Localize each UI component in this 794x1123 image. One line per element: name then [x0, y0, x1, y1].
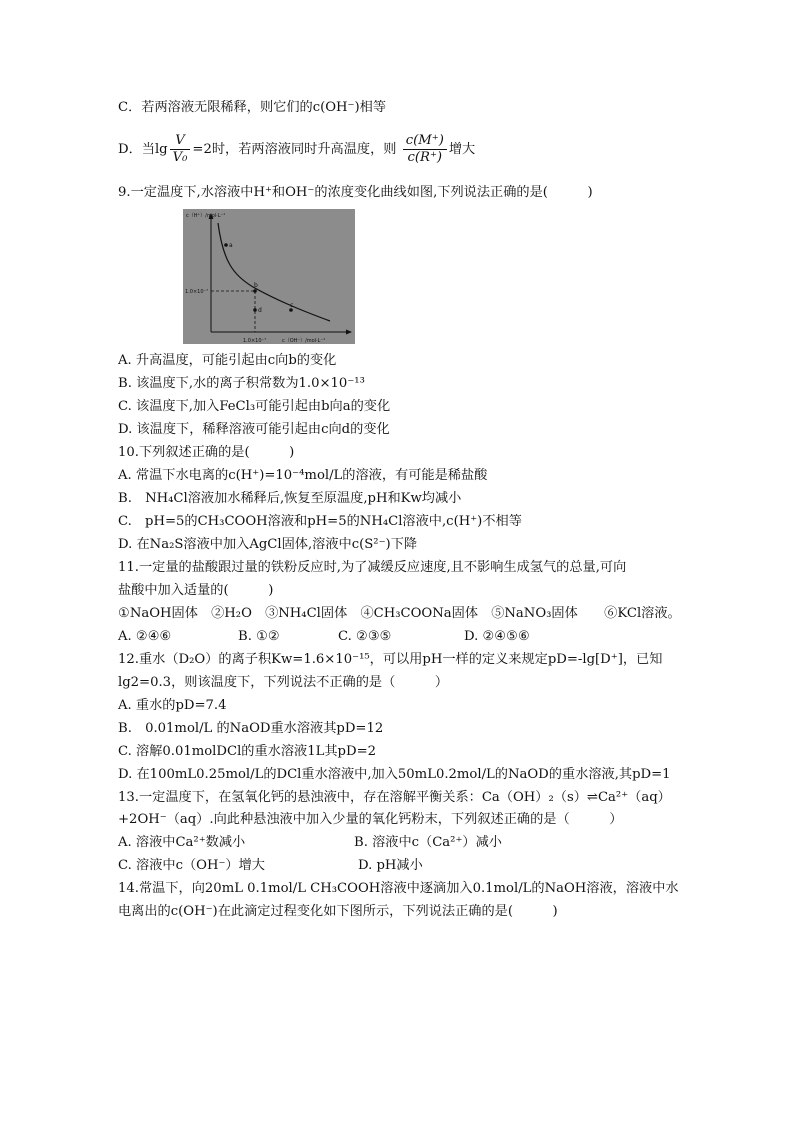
- q10-option-c: C. pH=5的CH₃COOH溶液和pH=5的NH₄Cl溶液中,c(H⁺)不相等: [118, 514, 522, 529]
- q10-stem: 10.下列叙述正确的是( ): [118, 445, 295, 460]
- q12-stem-line2: lg2=0.3，则该温度下，下列说法不正确的是（ ）: [118, 675, 449, 690]
- q12-option-c: C. 溶解0.01molDCl的重水溶液1L其pD=2: [118, 744, 377, 759]
- q9-option-a: A. 升高温度，可能引起由c向b的变化: [118, 353, 337, 368]
- q9-option-b: B. 该温度下,水的离子积常数为1.0×10⁻¹³: [118, 376, 365, 391]
- q13-option-a: A. 溶液中Ca²⁺数减小: [118, 835, 246, 850]
- point-d: [253, 308, 257, 312]
- x-axis-label: c（OH⁻）/mol·L⁻¹: [282, 338, 326, 344]
- q9-option-d: D. 该温度下，稀释溶液可能引起由c向d的变化: [118, 422, 390, 437]
- q8-option-d-suffix: 增大: [448, 142, 476, 157]
- q10-option-d: D. 在Na₂S溶液中加入AgCl固体,溶液中c(S²⁻)下降: [118, 537, 418, 552]
- y-axis-label: c（H⁺）/mol·L⁻¹: [186, 213, 226, 219]
- point-a-label: a: [229, 242, 233, 249]
- q13-options-row2: [118, 856, 423, 876]
- chart-background: [183, 209, 355, 344]
- q11-option-c: C. ②③⑤: [338, 629, 392, 644]
- q10-option-a: A. 常温下水电离的c(H⁺)=10⁻⁴mol/L的溶液，有可能是稀盐酸: [118, 468, 488, 483]
- q8-option-c: C．若两溶液无限稀释，则它们的c(OH⁻)相等: [118, 100, 387, 115]
- q13-stem-line1: 13.一定温度下，在氢氧化钙的悬浊液中，存在溶解平衡关系：Ca（OH）₂（s）⇌Ca²⁺（aq）: [118, 790, 671, 805]
- q13-option-c: C. 溶液中c（OH⁻）增大: [118, 858, 265, 873]
- q13-stem-line2: +2OH⁻（aq）.向此种悬浊液中加入少量的氧化钙粉末，下列叙述正确的是（ ）: [118, 812, 623, 827]
- q9-option-c: C. 该温度下,加入FeCl₃可能引起由b向a的变化: [118, 399, 391, 414]
- q10-option-b: B. NH₄Cl溶液加水稀释后,恢复至原温度,pH和Kw均减小: [118, 491, 462, 506]
- fraction-numerator: V: [170, 133, 191, 150]
- q12-option-b: B. 0.01mol/L 的NaOD重水溶液其pD=12: [118, 721, 384, 736]
- q12-option-d: D. 在100mL0.25mol/L的DCl重水溶液中,加入50mL0.2mol/L的NaOD的重水溶液,其pD=1: [118, 767, 671, 782]
- q9-concentration-chart: [183, 209, 355, 344]
- q12-option-a: A. 重水的pD=7.4: [118, 698, 227, 713]
- y-tick-label: 1.0×10⁻⁷: [185, 289, 209, 295]
- q11-option-a: A. ②④⑥: [118, 629, 172, 644]
- point-d-label: d: [258, 307, 262, 314]
- q8-fraction-concentration: [403, 133, 447, 166]
- q8-option-d-mid: =2时，若两溶液同时升高温度，则: [192, 142, 397, 157]
- q12-stem-line1: 12.重水（D₂O）的离子积Kw=1.6×10⁻¹⁵，可以用pH一样的定义来规定pD=-lg[D⁺]，已知: [118, 652, 663, 667]
- q13-options-row1: [118, 833, 502, 853]
- q11-option-b: B. ①②: [238, 629, 280, 644]
- q11-items: ①NaOH固体 ②H₂O ③NH₄Cl固体 ④CH₃COONa固体 ⑤NaNO₃固体 ⑥KCl溶液。: [118, 606, 681, 621]
- x-tick-label: 1.0×10⁻⁷: [243, 338, 267, 344]
- point-b-label: b: [254, 282, 258, 289]
- q13-option-d: D. pH减小: [358, 858, 423, 873]
- q11-stem-line1: 11.一定量的盐酸跟过量的铁粉反应时,为了减缓反应速度,且不影响生成氢气的总量,可向: [118, 560, 627, 575]
- q8-option-d: [118, 133, 475, 167]
- q11-stem-line2: 盐酸中加入适量的( ): [118, 583, 274, 598]
- point-c-label: c: [290, 302, 294, 309]
- q8-option-d-prefix: D．当lg: [118, 142, 168, 157]
- q14-stem-line1: 14.常温下，向20mL 0.1mol/L CH₃COOH溶液中逐滴加入0.1mol/L的NaOH溶液，溶液中水: [118, 881, 679, 896]
- q8-fraction-v: [170, 133, 191, 166]
- q13-option-b: B. 溶液中c（Ca²⁺）减小: [354, 835, 502, 850]
- q14-stem-line2: 电离出的c(OH⁻)在此滴定过程变化如下图所示，下列说法正确的是( ): [118, 904, 558, 919]
- q11-options: [118, 627, 530, 647]
- q9-stem: 9.一定温度下,水溶液中H⁺和OH⁻的浓度变化曲线如图,下列说法正确的是( ): [118, 185, 593, 200]
- fraction-denominator: V₀: [172, 150, 188, 165]
- point-a: [224, 243, 228, 247]
- point-b: [253, 289, 257, 293]
- fraction-numerator: c(M⁺): [403, 133, 447, 150]
- fraction-denominator: c(R⁺): [407, 150, 443, 165]
- q11-option-d: D. ②④⑤⑥: [464, 629, 530, 644]
